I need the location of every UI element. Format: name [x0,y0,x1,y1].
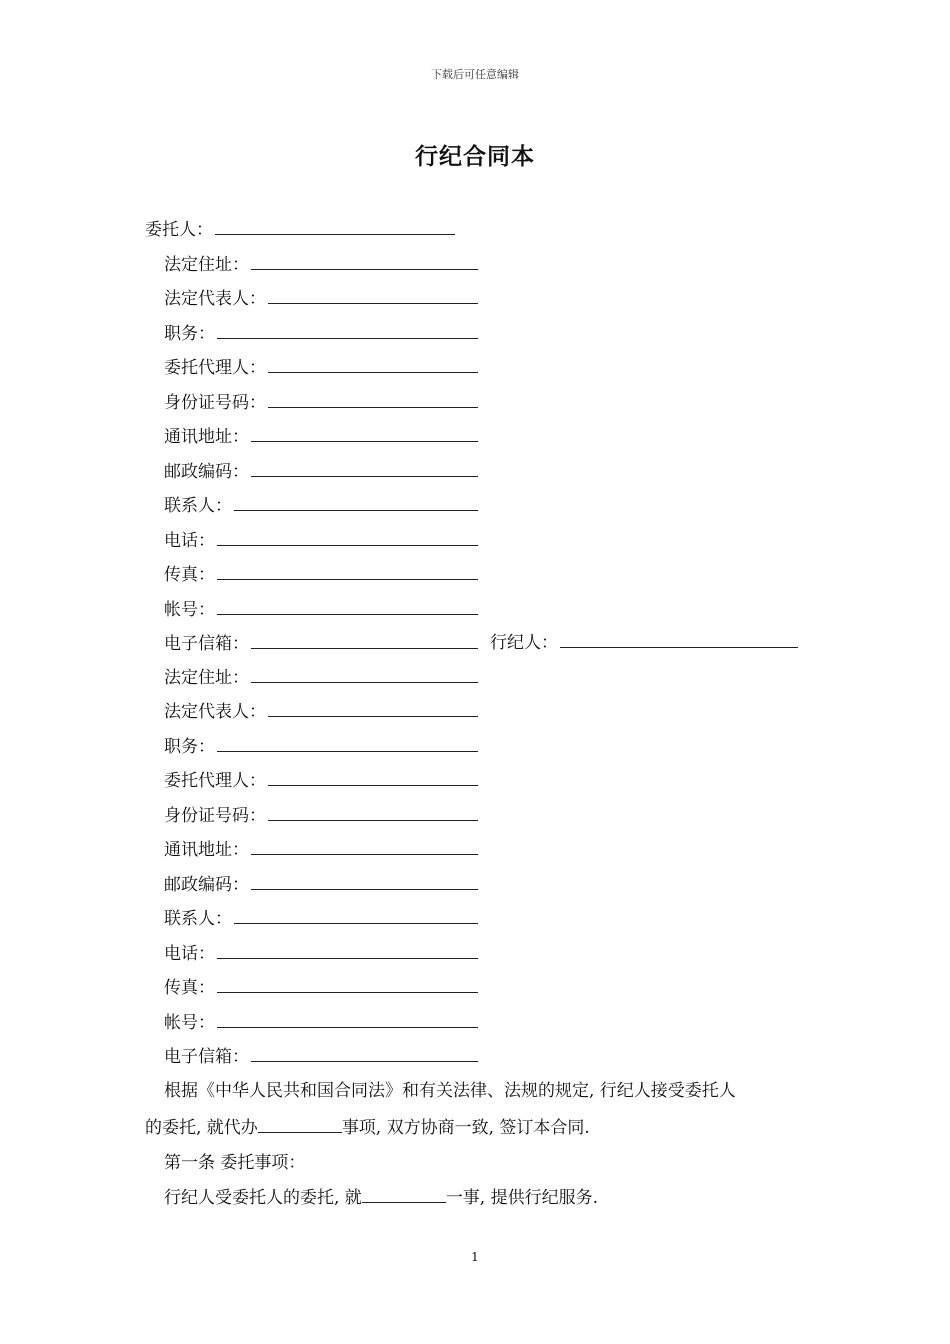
broker-field-blank[interactable] [268,769,478,786]
broker-field-blank[interactable] [251,873,478,890]
broker-blank[interactable] [560,631,798,648]
broker-field-label: 传真： [164,978,215,999]
principal-field-row [164,425,478,448]
broker-field-row [164,907,478,930]
principal-field-blank[interactable] [268,356,478,373]
broker-field-label: 电话： [164,943,215,964]
principal-field-label: 法定代表人： [164,289,266,310]
principal-field-blank[interactable] [251,460,478,477]
broker-field-label: 委托代理人： [164,771,266,792]
principal-field-row [164,253,478,276]
broker-field-blank[interactable] [268,700,478,717]
broker-field-row [164,735,478,758]
principal-field-label: 通讯地址： [164,427,249,448]
broker-field-blank[interactable] [234,907,478,924]
broker-field-label: 联系人： [164,909,232,930]
page-number: 1 [471,1250,479,1264]
principal-field-row [164,287,478,310]
matter-blank[interactable] [258,1116,342,1133]
principal-field-label: 职务： [164,323,215,344]
broker-field-label: 法定代表人： [164,702,266,723]
principal-field-label: 身份证号码： [164,392,266,413]
broker-label: 行纪人： [490,633,558,653]
broker-field-blank[interactable] [217,735,478,752]
principal-field-blank[interactable] [217,563,478,580]
article1-heading: 第一条 委托事项： [164,1153,306,1173]
broker-field-row [164,700,478,723]
broker-field-label: 通讯地址： [164,840,249,861]
principal-field-blank[interactable] [217,322,478,339]
document-title: 行纪合同本 [415,143,535,170]
broker-field-label: 邮政编码： [164,874,249,895]
broker-field-row [164,1011,478,1034]
broker-field-row [164,666,478,689]
principal-field-blank[interactable] [251,253,478,270]
principal-field-row [164,460,478,483]
principal-field-row [164,391,478,414]
principal-field-blank[interactable] [217,529,478,546]
intro-paragraph-line1: 根据《中华人民共和国合同法》和有关法律、法规的规定, 行纪人接受委托人 [164,1081,736,1101]
principal-field-blank[interactable] [268,287,478,304]
broker-field-row [164,769,478,792]
principal-field-label: 法定住址： [164,255,249,275]
principal-field-row [164,529,478,552]
broker-field-label: 法定住址： [164,668,249,688]
article1-text [164,1186,598,1209]
principal-field-label: 邮政编码： [164,461,249,482]
principal-line [145,218,455,241]
principal-field-label: 电话： [164,530,215,551]
header-note: 下载后可任意编辑 [431,68,519,81]
principal-field-row [164,322,478,345]
principal-field-blank[interactable] [251,632,478,649]
broker-field-row [164,942,478,965]
principal-field-label: 传真： [164,565,215,586]
intro-text-b: 事项, 双方协商一致, 签订本合同. [341,1118,590,1138]
broker-field-label: 帐号： [164,1012,215,1033]
broker-field-row [164,976,478,999]
broker-field-row [164,873,478,896]
broker-field-row [164,1045,478,1068]
broker-field-blank[interactable] [217,976,478,993]
broker-field-label: 身份证号码： [164,805,266,826]
intro-paragraph-line2 [145,1116,590,1139]
principal-field-label: 联系人： [164,496,232,517]
principal-field-blank[interactable] [251,425,478,442]
article1-text-b: 一事, 提供行纪服务. [445,1188,599,1208]
principal-label: 委托人： [145,220,213,240]
broker-line [490,631,798,654]
principal-field-row [164,598,478,621]
principal-field-row [164,563,478,586]
broker-field-label: 电子信箱： [164,1046,249,1067]
principal-field-blank[interactable] [268,391,478,408]
article1-blank[interactable] [362,1186,446,1203]
article1-text-a: 行纪人受委托人的委托, 就 [164,1188,362,1208]
principal-field-row [164,356,478,379]
principal-field-label: 电子信箱： [164,633,249,654]
broker-field-row [164,804,478,827]
broker-field-blank[interactable] [251,838,478,855]
principal-field-blank[interactable] [234,494,478,511]
principal-field-row [164,494,478,517]
intro-text-a: 的委托, 就代办 [145,1118,258,1138]
broker-field-blank[interactable] [251,666,478,683]
broker-field-blank[interactable] [251,1045,478,1062]
broker-field-blank[interactable] [268,804,478,821]
broker-field-blank[interactable] [217,1011,478,1028]
broker-field-blank[interactable] [217,942,478,959]
principal-field-blank[interactable] [217,598,478,615]
principal-field-row [164,632,478,655]
principal-field-label: 帐号： [164,599,215,620]
principal-blank[interactable] [215,218,455,235]
principal-field-label: 委托代理人： [164,358,266,379]
broker-field-row [164,838,478,861]
broker-field-label: 职务： [164,736,215,757]
